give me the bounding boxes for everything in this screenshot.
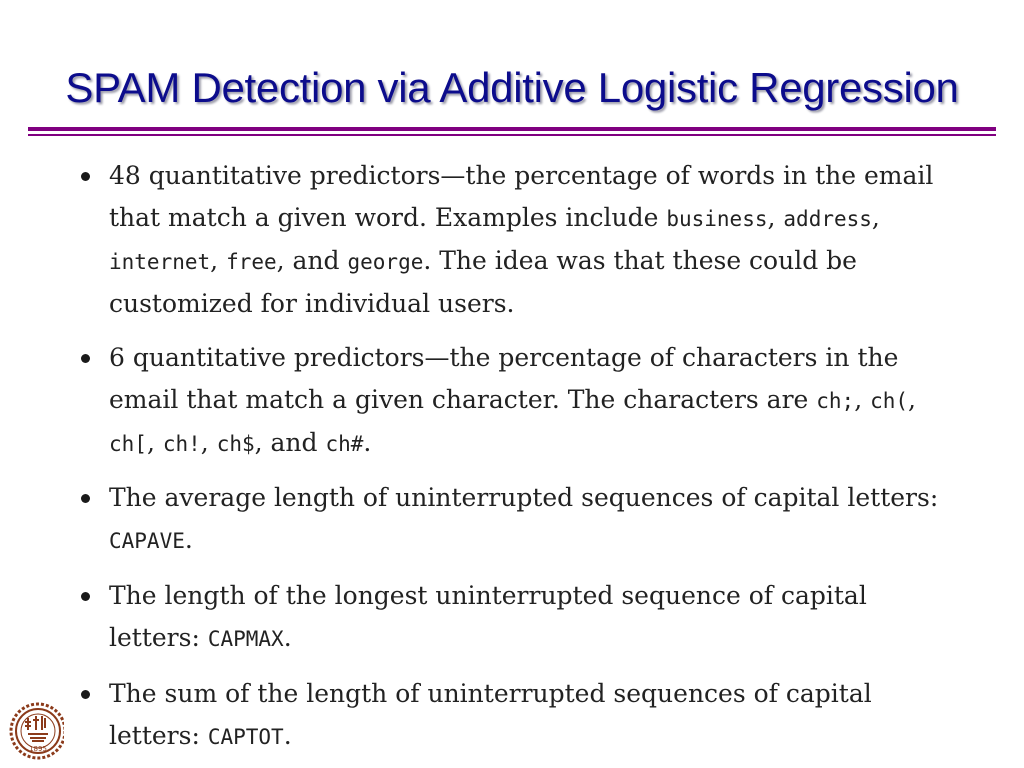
bullet-item bbox=[78, 673, 958, 758]
code-term: CAPMAX bbox=[207, 627, 284, 651]
code-term: ch; bbox=[816, 389, 855, 413]
code-term: internet bbox=[109, 250, 211, 274]
bullet-text: , bbox=[200, 428, 217, 457]
bullet-text: The sum of the length of uninterrupted sequences of capital letters: bbox=[109, 679, 872, 750]
code-term: ch# bbox=[325, 432, 364, 456]
bullet-item bbox=[78, 477, 958, 562]
bullet-text: . bbox=[283, 623, 292, 652]
bullet-text: , bbox=[854, 385, 871, 414]
bullet-text: . The idea was that these could be customized for individual users. bbox=[109, 246, 857, 318]
bullet-list bbox=[78, 155, 958, 758]
bullet-text: , bbox=[871, 203, 880, 232]
bullet-icon bbox=[81, 690, 90, 699]
code-term: ch[ bbox=[109, 432, 147, 456]
bullet-item bbox=[78, 575, 958, 660]
bullet-text: The average length of uninterrupted sequences of capital letters: bbox=[109, 483, 939, 512]
code-term: free bbox=[226, 250, 277, 274]
bullet-text: , and bbox=[254, 428, 326, 457]
bullet-icon bbox=[81, 592, 90, 601]
code-term: george bbox=[347, 250, 424, 274]
bullet-text: , bbox=[767, 203, 784, 232]
university-seal-logo bbox=[8, 700, 64, 762]
bullet-text: . bbox=[363, 428, 372, 457]
bullet-text: 6 quantitative predictors—the percentage of characters in the email that match a given character. The characters are bbox=[109, 343, 899, 414]
logo-year: 1895 bbox=[29, 745, 47, 753]
bullet-text: The length of the longest uninterrupted sequence of capital letters: bbox=[109, 581, 867, 652]
bullet-icon bbox=[81, 354, 90, 363]
code-term: CAPAVE bbox=[109, 529, 185, 553]
bullet-icon bbox=[81, 494, 90, 503]
bullet-item bbox=[78, 337, 958, 465]
title-rule-top bbox=[28, 127, 996, 131]
bullet-text: , bbox=[146, 428, 163, 457]
slide-title: SPAM Detection via Additive Logistic Regression bbox=[65, 64, 959, 111]
bullet-text: , bbox=[210, 246, 227, 275]
bullet-text: 48 quantitative predictors—the percentage of words in the email that match a given word. Examples include bbox=[109, 161, 934, 232]
bullet-icon bbox=[81, 172, 90, 181]
bullet-text: . bbox=[283, 721, 292, 750]
title-rule-bottom bbox=[28, 134, 996, 136]
code-term: business bbox=[666, 207, 768, 231]
code-term: address bbox=[783, 207, 872, 231]
bullet-text: , bbox=[908, 385, 916, 414]
bullet-text: . bbox=[184, 525, 193, 554]
bullet-item bbox=[78, 155, 958, 325]
bullet-text: , and bbox=[276, 246, 348, 275]
code-term: ch! bbox=[162, 432, 201, 456]
code-term: ch( bbox=[870, 389, 909, 413]
code-term: ch$ bbox=[216, 432, 255, 456]
code-term: CAPTOT bbox=[207, 725, 284, 749]
